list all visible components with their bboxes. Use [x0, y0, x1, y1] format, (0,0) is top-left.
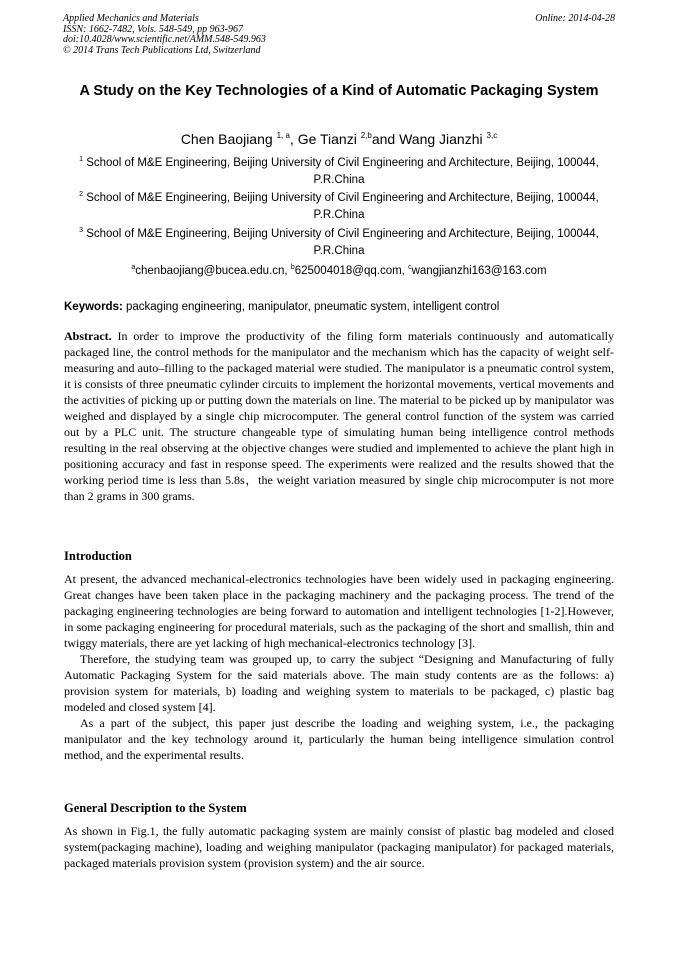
- online-date: Online: 2014-04-28: [535, 13, 615, 24]
- email-address[interactable]: 625004018@qq.com: [294, 265, 402, 277]
- author-affil-mark: 3,c: [486, 131, 498, 140]
- abstract: [64, 328, 614, 504]
- journal-header: [63, 14, 615, 56]
- paragraph: As a part of the subject, this paper just describe the loading and weighing system, i.e., the packaging manipulator and the key technology around it, particularly the human being intelligence simulation control method, and the experimental results.: [64, 716, 614, 762]
- journal-name: Applied Mechanics and Materials: [63, 13, 199, 24]
- doi-line: doi:10.4028/www.scientific.net/AMM.548-549.963: [63, 34, 266, 45]
- paragraph: Therefore, the studying team was grouped up, to carry the subject “Designing and Manufacturing of fully Automatic Packaging System for the said materials above. The main study contents are as the follows: a) provision system for materials, b) loading and weighing system to materials to be packaged, c) plastic bag modeled and closed system [4].: [64, 652, 614, 714]
- email-list: [64, 263, 614, 280]
- section-heading: Introduction: [64, 549, 132, 563]
- affiliation-number: 2: [79, 191, 83, 198]
- author-list: [64, 130, 614, 148]
- email-mark: b: [290, 264, 295, 271]
- affiliation: [70, 155, 608, 189]
- copyright-line: © 2014 Trans Tech Publications Ltd, Switzerland: [63, 44, 261, 56]
- keywords: [64, 299, 616, 315]
- affiliation: [70, 226, 608, 260]
- paper-title: A Study on the Key Technologies of a Kind of Automatic Packaging System: [79, 83, 599, 99]
- abstract-text: In order to improve the productivity of the filing form materials continuously and automatically packaged line, the control methods for the manipulator and the mechanism which has the capacity of weight self-measuring and auto–filling to the packaged material were studied. The manipulator is a pneumatic control system, it is consists of three pneumatic cylinder circuits to implement the horizontal movements, vertical movements and the activities of picking up or putting down the materials on line. The material to be picked up by manipulator was weighed and displayed by a single chip microcomputer. The general control function of the system was carried out by a PLC unit. The structure changeable type of simulating human being intelligence control methods resulting in the real observing at the objective changes were studied and implemented to achieve the plant high in positioning accuracy and fast in response speed. The experiments were realized and the results showed that the working period time is less than 5.8s，the weight variation measured by single chip microcomputer is not more than 2 grams in 300 grams.: [64, 329, 614, 503]
- author-name: Wang Jianzhi: [399, 131, 483, 147]
- email-address[interactable]: wangjianzhi163@163.com: [411, 265, 547, 277]
- section-heading: General Description to the System: [64, 801, 247, 815]
- section-body: [64, 823, 614, 871]
- affiliation-number: 3: [79, 227, 83, 234]
- email-mark: a: [131, 264, 136, 271]
- paragraph: At present, the advanced mechanical-electronics technologies have been widely used in packaging engineering. Great changes have been taken place in the packaging machinery and the packaging process. The trend of the packaging engineering technologies are being forward to automation and intelligent technologies [1-2].However, in some packaging engineering for procedural materials, such as the packaging of the short and smallish, thin and twiggy materials, there are yet lacking of high mechanical-electronics technology [3].: [64, 572, 614, 650]
- affiliation: [70, 190, 608, 224]
- affiliation-number: 1: [79, 156, 83, 163]
- affiliation-text: School of M&E Engineering, Beijing University of Civil Engineering and Architecture, Beijing, 100044, P.R.China: [86, 157, 599, 186]
- author-affil-mark: 2,b: [360, 131, 372, 140]
- affiliation-text: School of M&E Engineering, Beijing University of Civil Engineering and Architecture, Beijing, 100044, P.R.China: [86, 228, 599, 257]
- author-name: Chen Baojiang: [180, 131, 273, 147]
- email-separator: ,: [401, 265, 409, 277]
- section-body: [64, 571, 614, 763]
- affiliation-text: School of M&E Engineering, Beijing University of Civil Engineering and Architecture, Beijing, 100044, P.R.China: [86, 192, 599, 221]
- issn-line: ISSN: 1662-7482, Vols. 548-549, pp 963-967: [63, 23, 243, 35]
- author-affil-mark: 1, a: [276, 131, 290, 140]
- email-separator: ,: [284, 265, 291, 277]
- author-name: Ge Tianzi: [297, 131, 357, 147]
- paragraph: As shown in Fig.1, the fully automatic packaging system are mainly consist of plastic bag modeled and closed system(packaging machine), loading and weighing manipulator (packaging manipulator) for packaged materials, packaged materials provision system (provision system) and the air source.: [64, 824, 614, 870]
- email-address[interactable]: chenbaojiang@bucea.edu.cn: [135, 265, 285, 277]
- email-mark: c: [408, 264, 412, 271]
- abstract-label: Abstract.: [64, 329, 112, 343]
- keywords-label: Keywords:: [64, 301, 123, 313]
- keywords-text: packaging engineering, manipulator, pneumatic system, intelligent control: [126, 301, 500, 313]
- author-separator: and: [371, 131, 400, 147]
- author-separator: ,: [289, 131, 298, 147]
